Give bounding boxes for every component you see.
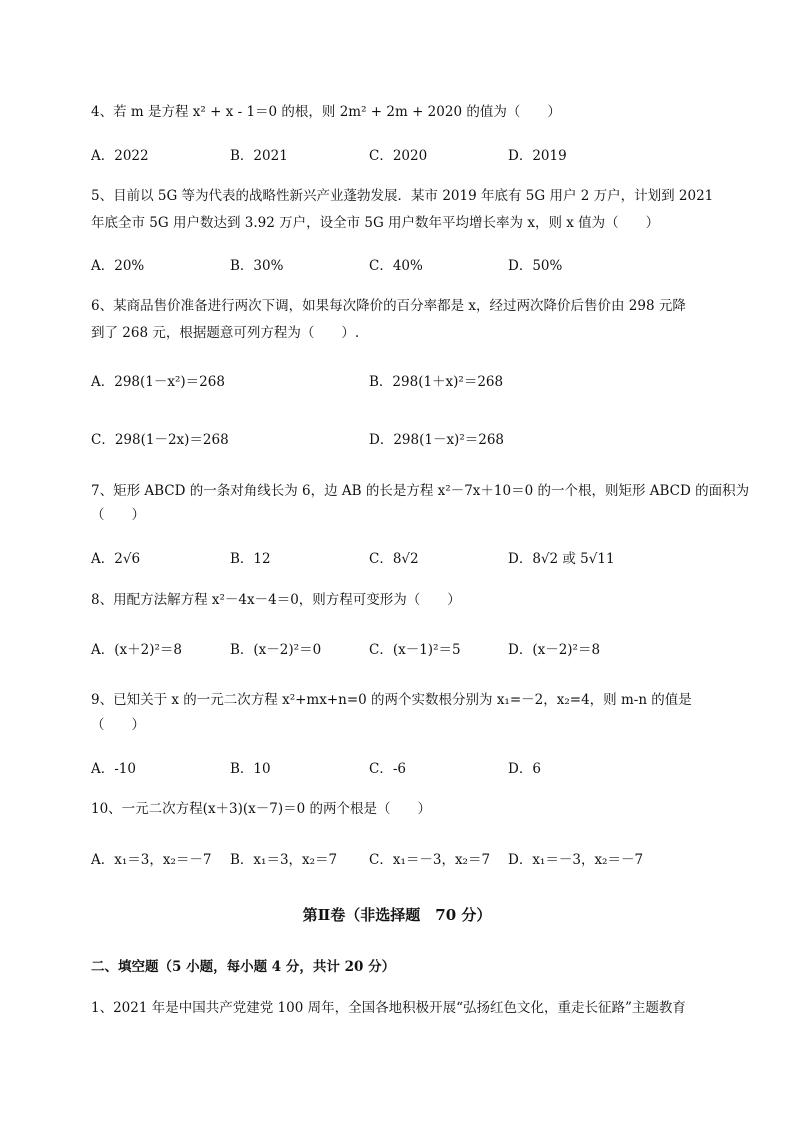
- question-5-option-c: C．40%: [369, 258, 423, 274]
- question-7-option-a: A．2√6: [91, 551, 141, 567]
- question-6-option-c: C．298(1－2x)＝268: [91, 432, 229, 448]
- question-7-option-b: B．12: [230, 551, 271, 567]
- question-10-option-c: C．x₁＝－3，x₂＝7: [369, 852, 491, 868]
- question-6-option-b: B．298(1＋x)²＝268: [369, 374, 504, 390]
- question-5-option-a: A．20%: [91, 258, 145, 274]
- question-4-option-c: C．2020: [369, 148, 428, 164]
- question-6-stem-line-2: 到了 268 元，根据题意可列方程为（ ）.: [91, 325, 360, 341]
- question-4-stem: 4、若 m 是方程 x² + x - 1＝0 的根，则 2m² + 2m + 2020 的值为（ ）: [91, 104, 561, 120]
- question-4-option-d: D．2019: [508, 148, 567, 164]
- question-5-option-b: B．30%: [230, 258, 284, 274]
- question-9-option-d: D．6: [508, 761, 541, 777]
- question-6-option-d: D．298(1－x)²＝268: [369, 432, 505, 448]
- question-6-option-a: A．298(1－x²)＝268: [91, 374, 225, 390]
- section-2-title: 二、填空题（5 小题，每小题 4 分，共计 20 分）: [91, 959, 396, 975]
- question-8-option-c: C．(x－1)²＝5: [369, 642, 461, 658]
- question-4-option-a: A．2022: [91, 148, 149, 164]
- part-2-heading: 第Ⅱ卷（非选择题 70 分）: [302, 906, 492, 924]
- fill-question-1-stem-line-1: 1、2021 年是中国共产党建党 100 周年，全国各地积极开展“弘扬红色文化，重走长征路”主题教育: [91, 1000, 686, 1016]
- question-7-option-d: D．8√2 或 5√11: [508, 551, 615, 567]
- question-9-option-a: A．-10: [91, 761, 136, 777]
- question-10-option-a: A．x₁＝3，x₂＝－7: [91, 852, 212, 868]
- question-8-stem: 8、用配方法解方程 x²－4x－4＝0，则方程可变形为（ ）: [91, 592, 461, 608]
- question-9-stem-line-1: 9、已知关于 x 的一元二次方程 x²+mx+n=0 的两个实数根分别为 x₁=－2，x₂=4，则 m-n 的值是: [91, 692, 692, 708]
- question-9-stem-line-2: （ ）: [91, 717, 145, 733]
- question-8-option-d: D．(x－2)²＝8: [508, 642, 601, 658]
- question-10-stem: 10、一元二次方程(x＋3)(x－7)＝0 的两个根是（ ）: [91, 801, 432, 817]
- question-5-option-d: D．50%: [508, 258, 563, 274]
- question-9-option-c: C．-6: [369, 761, 406, 777]
- question-4-option-b: B．2021: [230, 148, 288, 164]
- question-8-option-a: A．(x＋2)²＝8: [91, 642, 182, 658]
- question-5-stem-line-2: 年底全市 5G 用户数达到 3.92 万户，设全市 5G 用户数年平均增长率为 x，则 x 值为（ ）: [91, 215, 660, 231]
- question-10-option-d: D．x₁＝－3，x₂＝－7: [508, 852, 644, 868]
- question-9-option-b: B．10: [230, 761, 271, 777]
- question-7-option-c: C．8√2: [369, 551, 419, 567]
- question-7-stem-line-1: 7、矩形 ABCD 的一条对角线长为 6，边 AB 的长是方程 x²－7x＋10＝0 的一个根，则矩形 ABCD 的面积为: [91, 483, 750, 499]
- question-6-stem-line-1: 6、某商品售价准备进行两次下调，如果每次降价的百分率都是 x，经过两次降价后售价由 298 元降: [91, 298, 686, 314]
- question-8-option-b: B．(x－2)²＝0: [230, 642, 322, 658]
- question-10-option-b: B．x₁＝3，x₂＝7: [230, 852, 338, 868]
- question-7-stem-line-2: （ ）: [91, 507, 145, 523]
- question-5-stem-line-1: 5、目前以 5G 等为代表的战略性新兴产业蓬勃发展．某市 2019 年底有 5G 用户 2 万户，计划到 2021: [91, 188, 714, 204]
